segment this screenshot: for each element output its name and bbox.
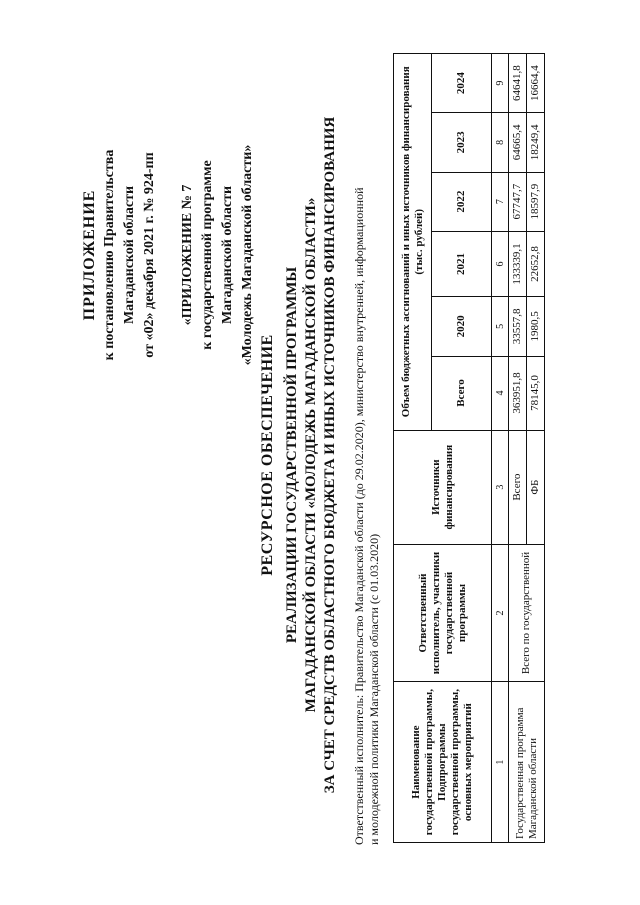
appendix-line-5: Магаданской области xyxy=(220,185,235,325)
header-total: Всего xyxy=(432,356,492,430)
col-number: 5 xyxy=(492,297,509,356)
row-2023: 18249,4 xyxy=(527,113,545,172)
row-source: ФБ xyxy=(527,430,545,544)
appendix-line-3: от «02» декабря 2021 г. № 924-пп xyxy=(142,152,157,358)
row-2022: 18597,9 xyxy=(527,172,545,231)
resource-table xyxy=(393,53,545,843)
row-2023: 64665,4 xyxy=(509,113,527,172)
col-number: 6 xyxy=(492,231,509,297)
row-total: 363951,8 xyxy=(509,356,527,430)
header-2021: 2021 xyxy=(432,231,492,297)
header-executor: Ответственный исполнитель, участники государственной программы xyxy=(394,544,492,681)
title-line-3: МАГАДАНСКОЙ ОБЛАСТИ «МОЛОДЕЖЬ МАГАДАНСКОЙ ОБЛАСТИ» xyxy=(303,197,319,713)
header-2022: 2022 xyxy=(432,172,492,231)
col-number: 8 xyxy=(492,113,509,172)
row-2020: 1980,5 xyxy=(527,297,545,356)
appendix-line-6: «Молодежь Магаданской области» xyxy=(240,144,255,366)
table-row xyxy=(509,54,527,843)
col-number: 7 xyxy=(492,172,509,231)
title-line-4: ЗА СЧЕТ СРЕДСТВ ОБЛАСТНОГО БЮДЖЕТА И ИНЫХ ИСТОЧНИКОВ ФИНАНСИРОВАНИЯ xyxy=(322,116,338,794)
appendix-line-1: к постановлению Правительства xyxy=(102,149,117,361)
appendix-heading: ПРИЛОЖЕНИЕ xyxy=(81,189,98,321)
title-line-2: РЕАЛИЗАЦИИ ГОСУДАРСТВЕННОЙ ПРОГРАММЫ xyxy=(284,266,300,644)
col-number: 2 xyxy=(492,544,509,681)
header-2024: 2024 xyxy=(432,54,492,113)
row-2024: 64641,8 xyxy=(509,54,527,113)
responsible-executor-note xyxy=(352,75,382,845)
header-name: Наименование государственной программы, Подпрограммы государственной программы, основных мероприятий xyxy=(394,682,492,843)
subtitle-line-1: Ответственный исполнитель: Правительство Магаданской области (до 29.02.2020), министерство внутренней, информационной xyxy=(352,187,366,845)
column-number-row xyxy=(492,54,509,843)
appendix-line-4: к государственной программе xyxy=(200,160,215,350)
row-total: 78145,0 xyxy=(527,356,545,430)
appendix-block xyxy=(80,85,258,425)
row-executor: Всего по государственной xyxy=(509,544,545,681)
document-title xyxy=(258,45,340,865)
appendix-line-2: Магаданской области xyxy=(122,185,137,325)
title-line-1: РЕСУРСНОЕ ОБЕСПЕЧЕНИЕ xyxy=(259,334,276,576)
subtitle-line-2: и молодежной политики Магаданской области (с 01.03.2020) xyxy=(367,533,381,845)
appendix-heading-2: «ПРИЛОЖЕНИЕ № 7 xyxy=(180,184,195,326)
row-source: Всего xyxy=(509,430,527,544)
header-volume: Объем бюджетных ассигнований и иных источников финансирования (тыс. рублей) xyxy=(394,54,432,431)
row-program-name: Государственная программа Магаданской области xyxy=(509,682,545,843)
row-2021: 133339,1 xyxy=(509,231,527,297)
col-number: 4 xyxy=(492,356,509,430)
header-2023: 2023 xyxy=(432,113,492,172)
header-source: Источники финансирования xyxy=(394,430,492,544)
row-2021: 22652,8 xyxy=(527,231,545,297)
row-2020: 33557,8 xyxy=(509,297,527,356)
col-number: 9 xyxy=(492,54,509,113)
col-number: 3 xyxy=(492,430,509,544)
row-2024: 16664,4 xyxy=(527,54,545,113)
row-2022: 67747,7 xyxy=(509,172,527,231)
header-2020: 2020 xyxy=(432,297,492,356)
col-number: 1 xyxy=(492,682,509,843)
